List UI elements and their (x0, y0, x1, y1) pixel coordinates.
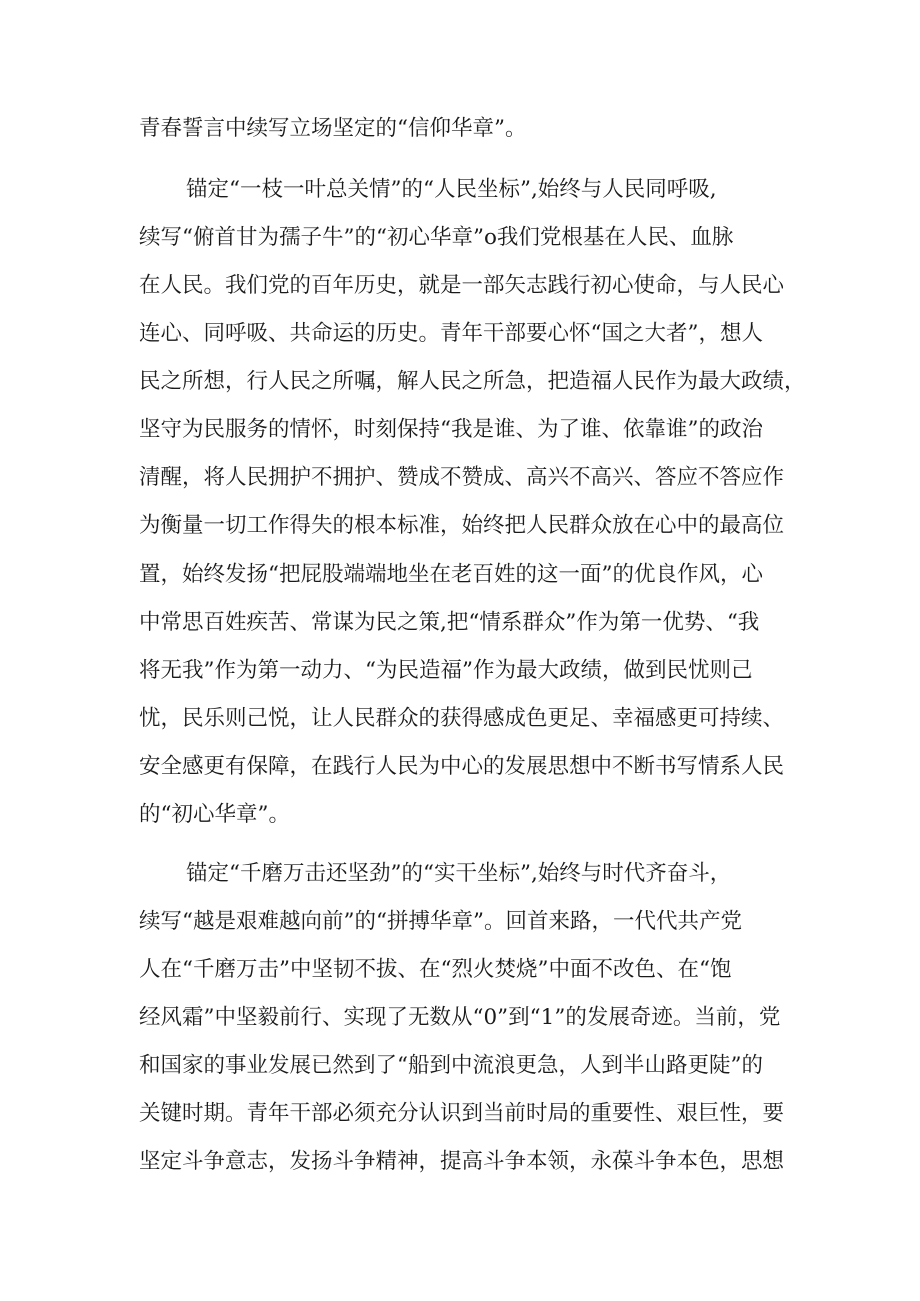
paragraph-1-line-14: 的“初心华章”。 (139, 802, 290, 827)
paragraph-1-line-13: 安全感更有保障，在践行人民为中心的发展思想中不断书写情系人民 (139, 754, 785, 779)
paragraph-1-line-6: 坚守为民服务的情怀，时刻保持“我是谁、为了谁、依靠谁”的政治 (139, 417, 763, 442)
paragraph-2-line-4: 经风霜”中坚毅前行、实现了无数从“0”到“1”的发展奇迹。当前，党 (139, 1005, 781, 1030)
paragraph-1-line-9: 置，始终发扬“把屁股端端地坐在老百姓的这一面”的优良作风，心 (139, 562, 763, 587)
paragraph-1-line-7: 清醒，将人民拥护不拥护、赞成不赞成、高兴不高兴、答应不答应作 (139, 465, 785, 490)
paragraph-1-line-8: 为衡量一切工作得失的根本标准，始终把人民群众放在心中的最高位 (139, 513, 785, 538)
paragraph-2-line-1: 锚定“千磨万击还坚劲”的“实干坐标”,始终与时代齐奋斗， (186, 861, 732, 886)
paragraph-1-line-4: 连心、同呼吸、共命运的历史。青年干部要心怀“国之大者”，想人 (139, 321, 763, 346)
paragraph-2-line-7: 坚定斗争意志，发扬斗争精神，提高斗争本领，永葆斗争本色，思想 (139, 1149, 785, 1174)
text-line-1: 青春誓言中续写立场坚定的“信仰华章”。 (139, 116, 527, 141)
paragraph-1-line-5: 民之所想，行人民之所嘱，解人民之所急，把造福人民作为最大政绩， (139, 369, 806, 394)
paragraph-2-line-6: 关键时期。青年干部必须充分认识到当前时局的重要性、艰巨性，要 (139, 1101, 785, 1126)
paragraph-2-line-2: 续写“越是艰难越向前”的“拼搏华章”。回首来路，一代代共产党 (139, 909, 742, 934)
paragraph-1-line-10: 中常思百姓疾苦、常谋为民之策,把“情系群众”作为第一优势、“我 (139, 610, 760, 635)
paragraph-1-line-1: 锚定“一枝一叶总关情”的“人民坐标”,始终与人民同呼吸, (186, 177, 717, 202)
paragraph-1-line-12: 忧，民乐则己悦，让人民群众的获得感成色更足、幸福感更可持续、 (139, 706, 785, 731)
paragraph-1-line-3: 在人民。我们党的百年历史，就是一部矢志践行初心使命，与人民心 (139, 273, 785, 298)
paragraph-2-line-5: 和国家的事业发展已然到了“船到中流浪更急，人到半山路更陡”的 (139, 1053, 763, 1078)
paragraph-2-line-3: 人在“千磨万击”中坚韧不拔、在“烈火焚烧”中面不改色、在“饱 (139, 957, 732, 982)
paragraph-1-line-11: 将无我”作为第一动力、“为民造福”作为最大政绩，做到民忧则己 (139, 658, 753, 683)
paragraph-1-line-2: 续写“俯首甘为孺子牛”的“初心华章”o我们党根基在人民、血脉 (139, 225, 734, 250)
